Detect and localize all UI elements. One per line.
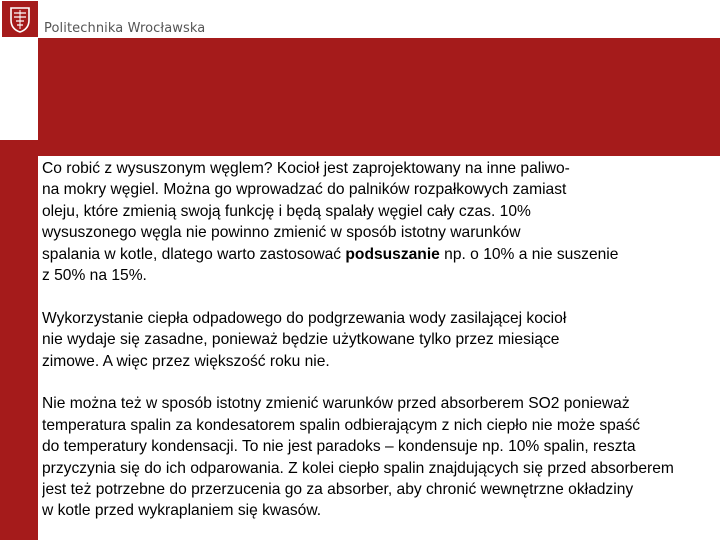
crest-graphic: [2, 1, 38, 37]
text-segment: spalania w kotle, dlatego warto zastosować: [42, 245, 346, 263]
title-banner: [38, 38, 720, 156]
bold-term: podsuszanie: [345, 245, 440, 263]
paragraph-dried-coal: [42, 158, 720, 286]
paragraph-spacer: [42, 372, 720, 393]
text-line: oleju, które zmienią swoją funkcję i będą spalały węgiel cały czas. 10%: [42, 202, 531, 220]
text-line: temperatura spalin za kondesatorem spalin odbierającym z nich ciepło nie może spaść: [42, 416, 641, 434]
header-bar: [0, 0, 720, 38]
paragraph-waste-heat: [42, 308, 720, 372]
org-name: Politechnika Wrocławska: [44, 21, 206, 36]
text-line: w kotle przed wykraplaniem się kwasów.: [42, 502, 322, 520]
text-line: Co robić z wysuszonym węglem? Kocioł jest zaprojektowany na inne paliwo-: [42, 160, 570, 177]
text-line: przyczynia się do ich odparowania. Z kolei ciepło spalin znajdujących się przed absorberem: [42, 459, 674, 477]
text-line: Nie można też w sposób istotny zmienić warunków przed absorberem SO2 ponieważ: [42, 395, 630, 413]
text-segment: np. o 10% a nie suszenie: [439, 245, 619, 263]
text-line: do temperatury kondensacji. To nie jest paradoks – kondensuje np. 10% spalin, reszta: [42, 438, 636, 456]
paragraph-spacer: [42, 286, 720, 307]
left-accent-bar: [0, 140, 38, 540]
university-crest-icon: [2, 1, 38, 37]
text-line: na mokry węgiel. Można go wprowadzać do palników rozpałkowych zamiast: [42, 181, 567, 199]
text-line: z 50% na 15%.: [42, 267, 147, 285]
text-line: zimowe. A więc przez większość roku nie.: [42, 352, 330, 370]
slide-content: [42, 158, 720, 540]
text-line: wysuszonego węgla nie powinno zmienić w sposób istotny warunków: [42, 224, 521, 242]
paragraph-absorber: [42, 393, 720, 521]
text-line: jest też potrzebne do przerzucenia go za absorber, aby chronić wewnętrzne okładziny: [42, 481, 634, 499]
text-line: [42, 244, 720, 265]
text-line: nie wydaje się zasadne, ponieważ będzie użytkowane tylko przez miesiące: [42, 331, 560, 349]
text-line: Wykorzystanie ciepła odpadowego do podgrzewania wody zasilającej kocioł: [42, 309, 567, 327]
